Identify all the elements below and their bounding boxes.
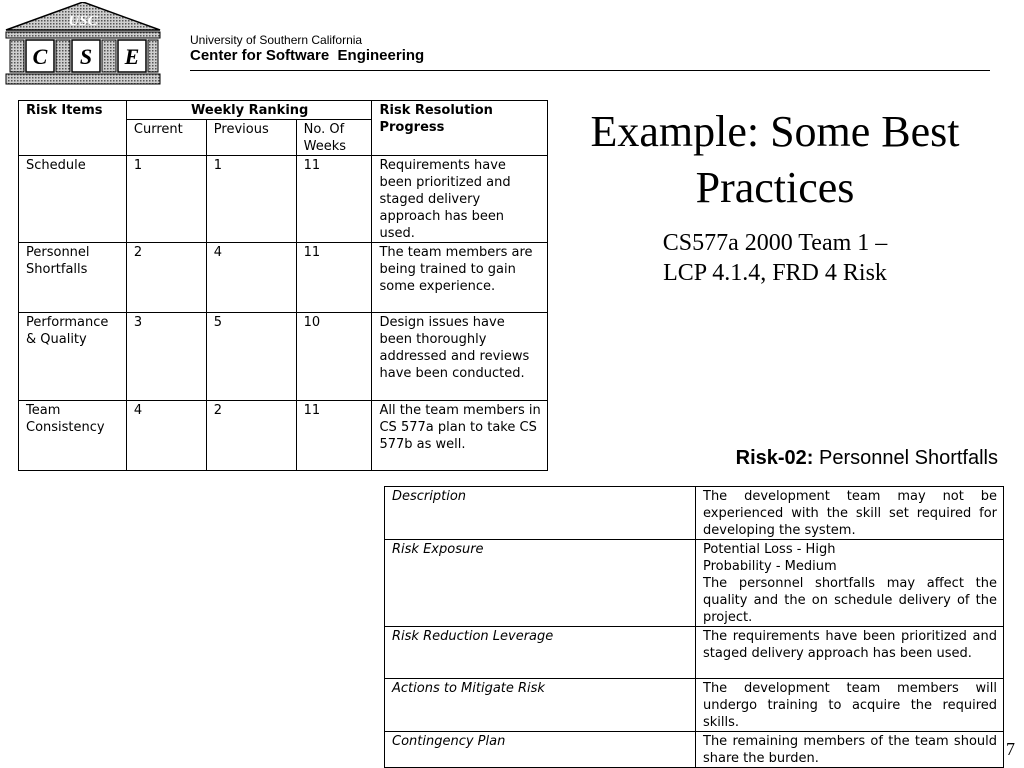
weeks-cell: 11: [296, 243, 372, 313]
center-name: Center for Software Engineering: [190, 47, 425, 64]
weeks-cell: 11: [296, 156, 372, 243]
risk-item-cell: Personnel Shortfalls: [19, 243, 127, 313]
slide-subtitle: [552, 228, 998, 288]
risk-id: Risk-02:: [735, 447, 814, 469]
logo-letter-s: S: [79, 44, 93, 69]
table-row: [19, 243, 548, 313]
risk-exposure-value: [696, 540, 1004, 627]
current-rank-cell: 2: [126, 243, 206, 313]
mitigation-actions-value: [696, 679, 1004, 732]
header-weeks: No. Of Weeks: [296, 120, 372, 156]
contingency-plan-value: [696, 732, 1004, 768]
previous-rank-cell: 4: [206, 243, 296, 313]
exposure-detail-text: The personnel shortfalls may affect the quality and the on schedule delivery of the project.: [703, 576, 997, 625]
table-row: [19, 313, 548, 401]
current-rank-cell: 4: [126, 401, 206, 471]
contingency-plan-label: Contingency Plan: [385, 732, 696, 768]
table-row: [19, 156, 548, 243]
slide-title: Example: Some Best Practices: [590, 107, 960, 212]
risk-heading: [560, 446, 998, 470]
probability-text: Probability - Medium: [703, 559, 837, 574]
table-row: [19, 401, 548, 471]
header-current: Current: [126, 120, 206, 156]
risk-reduction-leverage-label: Risk Reduction Leverage: [385, 627, 696, 679]
potential-loss-text: Potential Loss - High: [703, 542, 836, 557]
description-value: [696, 487, 1004, 540]
previous-rank-cell: 1: [206, 156, 296, 243]
risk-exposure-label: Risk Exposure: [385, 540, 696, 627]
risk-item-cell: Schedule: [19, 156, 127, 243]
weeks-cell: 10: [296, 313, 372, 401]
subtitle-line-1: CS577a 2000 Team 1 –: [662, 230, 888, 256]
risk-ranking-table: [18, 100, 548, 471]
table-row: [385, 540, 1004, 627]
header-divider: [190, 70, 990, 71]
header-risk-items: Risk Items: [19, 101, 127, 156]
progress-cell: The team members are being trained to gain some experience.: [372, 243, 548, 313]
university-name: University of Southern California: [190, 33, 363, 47]
leverage-text: The requirements have been prioritized and staged delivery approach has been used.: [703, 629, 997, 661]
previous-rank-cell: 5: [206, 313, 296, 401]
page-number: 7: [1006, 739, 1015, 759]
previous-rank-cell: 2: [206, 401, 296, 471]
risk-detail-table: [384, 486, 1004, 768]
progress-cell: Design issues have been thoroughly addressed and reviews have been conducted.: [372, 313, 548, 401]
subtitle-line-2: LCP 4.1.4, FRD 4 Risk: [663, 260, 887, 286]
risk-reduction-leverage-value: [696, 627, 1004, 679]
risk-item-cell: Performance & Quality: [19, 313, 127, 401]
progress-cell: Requirements have been prioritized and staged delivery approach has been used.: [372, 156, 548, 243]
risk-name: Personnel Shortfalls: [813, 447, 998, 469]
logo-letter-c: C: [32, 44, 48, 69]
table-row: [385, 732, 1004, 768]
description-text: The development team may not be experienced with the skill set required for developing the system.: [703, 489, 997, 538]
current-rank-cell: 3: [126, 313, 206, 401]
contingency-text: The remaining members of the team should share the burden.: [703, 734, 997, 766]
current-rank-cell: 1: [126, 156, 206, 243]
logo-letter-e: E: [124, 44, 140, 69]
table-row: [385, 487, 1004, 540]
progress-cell: All the team members in CS 577a plan to take CS 577b as well.: [372, 401, 548, 471]
header-previous: Previous: [206, 120, 296, 156]
table-row: [385, 679, 1004, 732]
logo-arch-text: USC: [68, 13, 98, 29]
mitigation-actions-label: Actions to Mitigate Risk: [385, 679, 696, 732]
weeks-cell: 11: [296, 401, 372, 471]
mitigation-text: The development team members will undergo training to acquire the required skills.: [703, 681, 997, 730]
risk-item-cell: Team Consistency: [19, 401, 127, 471]
usc-cse-logo: [2, 2, 164, 88]
description-label: Description: [385, 487, 696, 540]
table-row: [385, 627, 1004, 679]
header-weekly-ranking: Weekly Ranking: [126, 101, 372, 120]
header-resolution-progress: Risk Resolution Progress: [372, 101, 548, 156]
